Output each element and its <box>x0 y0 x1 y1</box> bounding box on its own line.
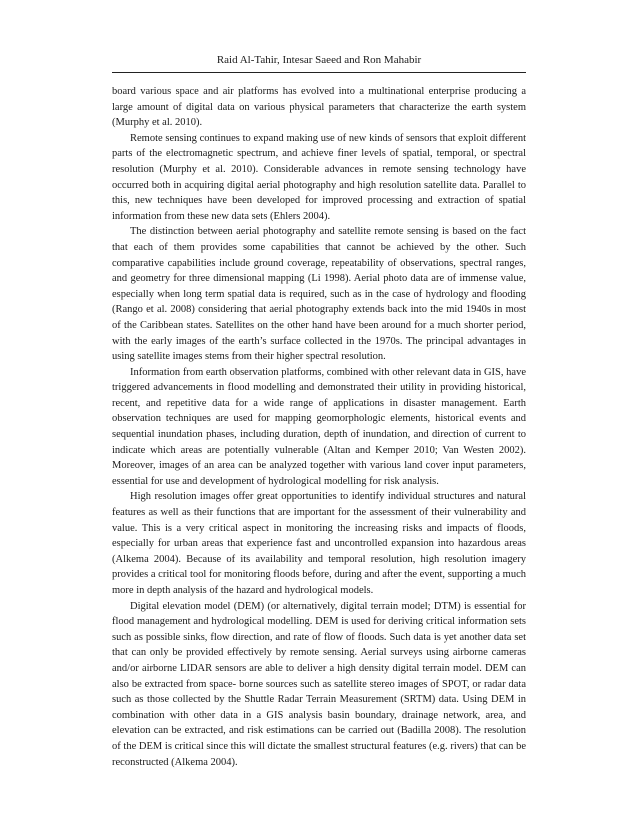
paragraph-dem: Digital elevation model (DEM) (or alternatively, digital terrain model; DTM) is essential for flood management and hydrological modelling. DEM is used for deriving critical information sets such as possible sinks, flow direction, and rate of flow of floods. Such data is yet another data set that can only be provided effectively by remote sensing. Aerial surveys using airborne cameras and/or airborne LIDAR sensors are able to deliver a high density digital terrain model. DEM can also be extracted from space- borne sources such as satellite stereo images of SPOT, or radar data such as those collected by the Shuttle Radar Terrain Measurement (SRTM) data. Using DEM in combination with other data in a GIS analysis basin boundary, drainage network, area, and elevation can be extracted, and risk estimations can be carried out (Badilla 2008). The resolution of the DEM is critical since this will dictate the smallest structural features (e.g. rivers) that can be reconstructed (Alkema 2004). <box>112 600 526 768</box>
paragraph-continuation: board various space and air platforms has evolved into a multinational enterprise producing a large amount of digital data on various physical parameters that characterize the earth system (Murphy et al. 2010). <box>112 86 526 129</box>
paragraph-aerial-vs-satellite: The distinction between aerial photography and satellite remote sensing is based on the fact that each of them provides some capabilities that cannot be achieved by the other. Such comparative capabilities include ground coverage, repeatability of observations, spectral ranges, and geometry for three dimensional mapping (Li 1998). Aerial photo data are of immense value, especially when long term spatial data is required, such as in the case of hydrology and flooding (Rango et al. 2008) considering that aerial photography extends back into the mid 1940s in most of the Caribbean states. Satellites on the other hand have been around for a much shorter period, with the early images of the earth’s surface collected in the 1970s. The principal advantages in using satellite images stems from their higher spectral resolution. <box>112 226 526 363</box>
body-text <box>112 84 526 770</box>
paragraph-earth-observation: Information from earth observation platforms, combined with other relevant data in GIS, have triggered advancements in flood modelling and demonstrated their utility in providing historical, recent, and repetitive data for a wide range of applications in disaster management. Earth observation techniques are used for mapping geomorphologic elements, historical events and sequential inundation phases, including duration, depth of inundation, and direction of current to indicate which areas are potentially vulnerable (Altan and Kemper 2010; Van Westen 2002). Moreover, images of an area can be analyzed together with various land cover input parameters, essential for use and development of hydrological modelling for risk analysis. <box>112 366 526 487</box>
running-header: Raid Al-Tahir, Intesar Saeed and Ron Mahabir <box>216 54 422 66</box>
header-divider <box>112 72 526 73</box>
paragraph-remote-sensing: Remote sensing continues to expand making use of new kinds of sensors that exploit different parts of the electromagnetic spectrum, and achieve finer levels of spatial, temporal, or spectral resolution (Murphy et al. 2010). Considerable advances in remote sensing technology have occurred both in acquiring digital aerial photography and high resolution satellite data. Parallel to this, new techniques have been developed for improved processing and extraction of spatial information from these new data sets (Ehlers 2004). <box>112 132 526 222</box>
paragraph-high-resolution: High resolution images offer great opportunities to identify individual structures and natural features as well as their functions that are important for the assessment of their vulnerability and value. This is a very critical aspect in monitoring the increasing risks and impacts of floods, especially for urban areas that experience fast and uncontrolled expansion into hazardous areas (Alkema 2004). Because of its availability and temporal resolution, high resolution imagery provides a critical tool for monitoring floods before, during and after the event, supporting a much more in depth analysis of the hazard and hydrological models. <box>112 491 526 596</box>
